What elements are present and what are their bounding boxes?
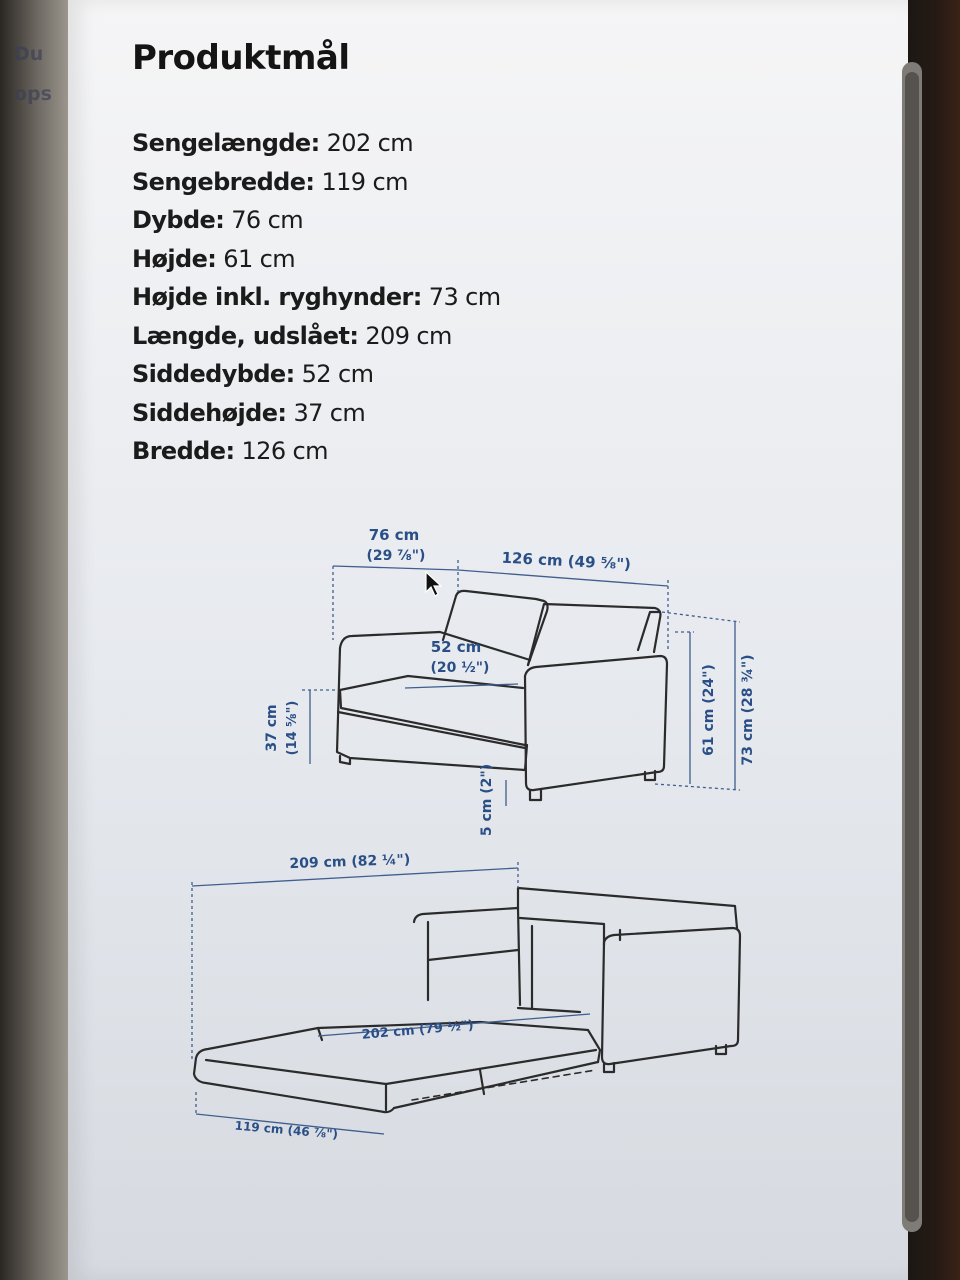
bed-backrest-top (518, 888, 737, 928)
spec-label: Siddehøjde: (132, 398, 287, 427)
seat-depth-label-cm: 52 cm (430, 638, 482, 656)
spec-label: Dybde: (132, 206, 225, 234)
spec-label: Højde inkl. ryghynder: (132, 283, 422, 311)
mouse-cursor-icon (424, 570, 444, 598)
sofa-seat-back-edge (340, 676, 523, 690)
spec-label: Sengelængde: (132, 129, 320, 157)
bed-mattress-left-edge (318, 1028, 322, 1040)
spec-label: Længde, udslået: (132, 321, 359, 350)
bed-armrest-left-mid (428, 950, 518, 960)
bed-mattress-fold (480, 1070, 484, 1094)
depth-label-cm: 76 cm (368, 526, 420, 544)
spec-value: 209 cm (365, 321, 452, 350)
spec-value: 73 cm (428, 283, 501, 311)
seat-height-label-in: (14 ⅝") (285, 700, 300, 756)
spec-value: 202 cm (326, 129, 414, 157)
height-cushions-ext-bottom (655, 784, 740, 790)
page-title: Produktmål (132, 38, 350, 78)
height-with-cushions-label: 73 cm (28 ¾") (740, 654, 756, 766)
bed-width-label: 119 cm (46 ⅞") (234, 1118, 339, 1142)
seat-height-label-cm: 37 cm (264, 704, 280, 752)
spec-label: Sengebredde: (132, 167, 315, 196)
spec-value: 76 cm (231, 206, 303, 234)
spec-label: Højde: (132, 244, 217, 273)
spec-label: Bredde: (132, 437, 235, 465)
spec-value: 52 cm (301, 360, 374, 388)
sofa-base-line (338, 712, 525, 748)
height-label: 61 cm (24") (701, 664, 717, 756)
extended-length-label: 209 cm (82 ¼") (289, 851, 411, 873)
leg-height-label: 5 cm (2") (479, 763, 495, 837)
background-window-text: Du ops (14, 43, 52, 105)
extended-length-dim-line (192, 868, 518, 886)
width-dim-line (458, 570, 668, 586)
height-cushions-ext-top (662, 612, 740, 622)
bed-armrest-right (602, 928, 740, 1064)
sofa-armrest-right (525, 656, 667, 790)
depth-label-in: (29 ⅞") (366, 548, 426, 564)
seat-depth-label-in: (20 ½") (430, 660, 490, 676)
spec-value: 37 cm (293, 398, 366, 427)
spec-value: 61 cm (223, 244, 296, 273)
width-label: 126 cm (49 ⅝") (501, 548, 632, 574)
spec-label: Siddedybde: (132, 360, 295, 388)
sofa-back-cushion-right (528, 604, 660, 665)
bed-length-label: 202 cm (79 ½") (361, 1018, 475, 1043)
spec-value: 126 cm (241, 437, 328, 465)
bed-seat-edge (518, 1008, 580, 1012)
spec-value: 119 cm (321, 167, 408, 196)
